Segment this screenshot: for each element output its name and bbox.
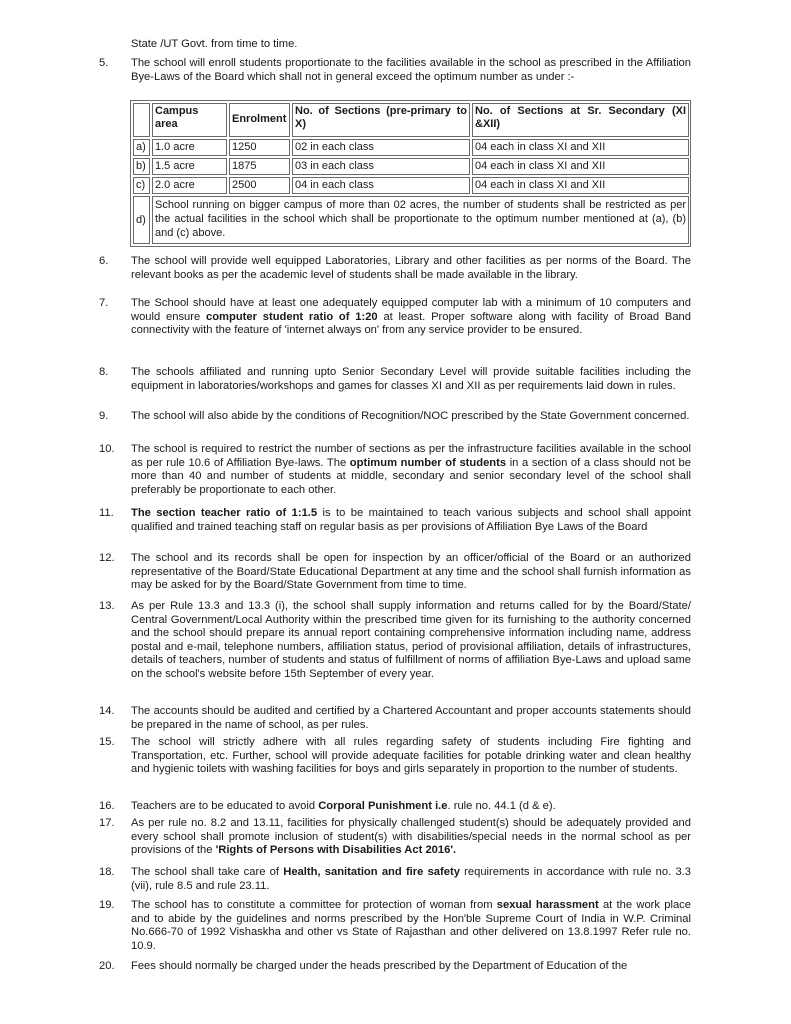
table-cell: 04 each in class XI and XII xyxy=(472,139,689,156)
continued-text: State /UT Govt. from time to time. xyxy=(131,38,298,50)
item-text: The school will enroll students proportionate to the facilities available in the school as prescribed in the Affiliation Bye-Laws of the Board which shall not in general exceed the optimum number as under :- xyxy=(131,57,691,83)
emphasis-text: optimum number of students xyxy=(349,456,507,469)
emphasis-text: computer student ratio of 1:20 xyxy=(206,310,378,323)
item-text: The school has to constitute a committee for protection of woman from sexual harassment at the work place and to abide by the guidelines and norms prescribed by the Hon'ble Supreme Court of India in W.P. Criminal No.666-70 of 1992 Vishaskha and other vs State of Rajasthan and other delivered on 13.8.1997 Refer rule no. 10.9. xyxy=(131,899,691,952)
item-text: The school will also abide by the conditions of Recognition/NOC prescribed by the State Government concerned. xyxy=(131,410,690,422)
table-header: No. of Sections at Sr. Secondary (XI &XII) xyxy=(472,103,689,137)
emphasis-text: 'Rights of Persons with Disabilities Act 2016'. xyxy=(215,844,457,857)
item-text: The school is required to restrict the number of sections as per the infrastructure facilities available in the school as per rule 10.6 of Affiliation Bye-laws. The optimum number of students in a section of a class should not be more than 40 and number of students at middle, secondary and senior secondary level of the school shall preferably be proportionate to each other. xyxy=(131,443,691,496)
item-text: The school shall take care of Health, sanitation and fire safety requirements in accordance with rule no. 3.3 (vii), rule 8.5 and rule 23.11. xyxy=(131,866,691,892)
table-cell: a) xyxy=(133,139,150,156)
item-text: As per Rule 13.3 and 13.3 (i), the school shall supply information and returns called for by the Board/State/ Central Government/Local Authority within the prescribed time given for its furnishing to the authority concerned and the school should prepare its annual report containing comprehensive information including name, address postal and e-mail, telephone numbers, affiliation status, period of provisional affiliation, details of infrastructures, details of teachers, number of students and status of fulfillment of norms of affiliation Bye-Laws and upload same on the school's website before 15th September of every year. xyxy=(131,600,691,680)
table-header: Enrolment xyxy=(229,103,290,137)
item-text: The school will strictly adhere with all rules regarding safety of students including Fire fighting and Transportation, etc. Further, school will provide adequate facilities for potable drinking water and clean healthy and hygienic toilets with washing facilities for boys and girls separately in proportion to the number of students. xyxy=(131,736,691,776)
item-number: 16. xyxy=(99,800,115,812)
table-cell: b) xyxy=(133,158,150,175)
item-text: The School should have at least one adequately equipped computer lab with a minimum of 10 computers and would ensure computer student ratio of 1:20 at least. Proper software along with facility of Broad Band connectivity with the feature of 'internet always on' from any service provider to be ensured. xyxy=(131,297,692,337)
item-number: 11. xyxy=(99,507,114,519)
table-cell: d) xyxy=(133,196,150,244)
item-text: The school and its records shall be open for inspection by an officer/official of the Board or an authorized representative of the Board/State Educational Department at any time and the school shall furnish information as may be asked for by the Board/State Government from time to time. xyxy=(131,552,691,592)
table-header: Campus area xyxy=(152,103,227,137)
emphasis-text: Corporal Punishment i.e xyxy=(318,800,448,812)
item-number: 17. xyxy=(99,817,115,829)
table-header-blank xyxy=(133,103,150,137)
item-number: 12. xyxy=(99,552,115,564)
table-cell: c) xyxy=(133,177,150,194)
table-cell: 04 each in class XI and XII xyxy=(472,158,689,175)
table-cell: 1250 xyxy=(229,139,290,156)
item-number: 13. xyxy=(99,600,115,612)
item-text: The accounts should be audited and certified by a Chartered Accountant and proper accounts statements should be prepared in the name of school, as per rules. xyxy=(131,705,691,731)
item-text: The school will provide well equipped Laboratories, Library and other facilities as per norms of the Board. The relevant books as per the academic level of students shall be made available in the library. xyxy=(131,255,691,281)
emphasis-text: sexual harassment xyxy=(496,899,599,911)
item-number: 14. xyxy=(99,705,115,717)
table-cell: 1875 xyxy=(229,158,290,175)
table-cell: 1.5 acre xyxy=(152,158,227,175)
table-header: No. of Sections (pre-primary to X) xyxy=(292,103,470,137)
item-number: 10. xyxy=(99,443,115,455)
item-text: Fees should normally be charged under the heads prescribed by the Department of Education of the xyxy=(131,960,628,972)
emphasis-text: The section teacher ratio of 1:1.5 xyxy=(131,507,318,519)
item-number: 8. xyxy=(99,366,109,378)
enrolment-table xyxy=(130,100,691,247)
item-number: 6. xyxy=(99,255,109,267)
table-cell: 02 in each class xyxy=(292,139,470,156)
emphasis-text: Health, sanitation and fire safety xyxy=(283,866,460,878)
item-number: 7. xyxy=(99,297,109,309)
table-cell-note: School running on bigger campus of more than 02 acres, the number of students shall be restricted as per the actual facilities in the school which shall be proportionate to the optimum number mentioned at (a), (b) and (c) above. xyxy=(152,196,689,244)
table-cell: 03 in each class xyxy=(292,158,470,175)
table-cell: 04 in each class xyxy=(292,177,470,194)
item-text: The schools affiliated and running upto Senior Secondary Level will provide suitable facilities including the equipment in laboratories/workshops and games for classes XI and XII as per requirements laid down in rules. xyxy=(131,366,691,392)
item-text: Teachers are to be educated to avoid Corporal Punishment i.e. rule no. 44.1 (d & e). xyxy=(131,800,556,812)
item-text: The section teacher ratio of 1:1.5 is to be maintained to teach various subjects and school shall appoint qualified and trained teaching staff on regular basis as per provisions of Affiliation Bye Laws of the Board xyxy=(131,507,691,533)
table-cell: 04 each in class XI and XII xyxy=(472,177,689,194)
table-cell: 1.0 acre xyxy=(152,139,227,156)
table-cell: 2500 xyxy=(229,177,290,194)
item-number: 15. xyxy=(99,736,115,748)
item-number: 19. xyxy=(99,899,115,911)
item-number: 18. xyxy=(99,866,115,878)
item-text: As per rule no. 8.2 and 13.11, facilities for physically challenged student(s) should be adequately provided and every school shall promote inclusion of student(s) with disabilities/special needs in the normal school as per provisions of the 'Rights of Persons with Disabilities Act 2016'. xyxy=(131,817,691,857)
item-number: 5. xyxy=(99,57,109,69)
item-number: 9. xyxy=(99,410,109,422)
item-number: 20. xyxy=(99,960,115,972)
table-cell: 2.0 acre xyxy=(152,177,227,194)
